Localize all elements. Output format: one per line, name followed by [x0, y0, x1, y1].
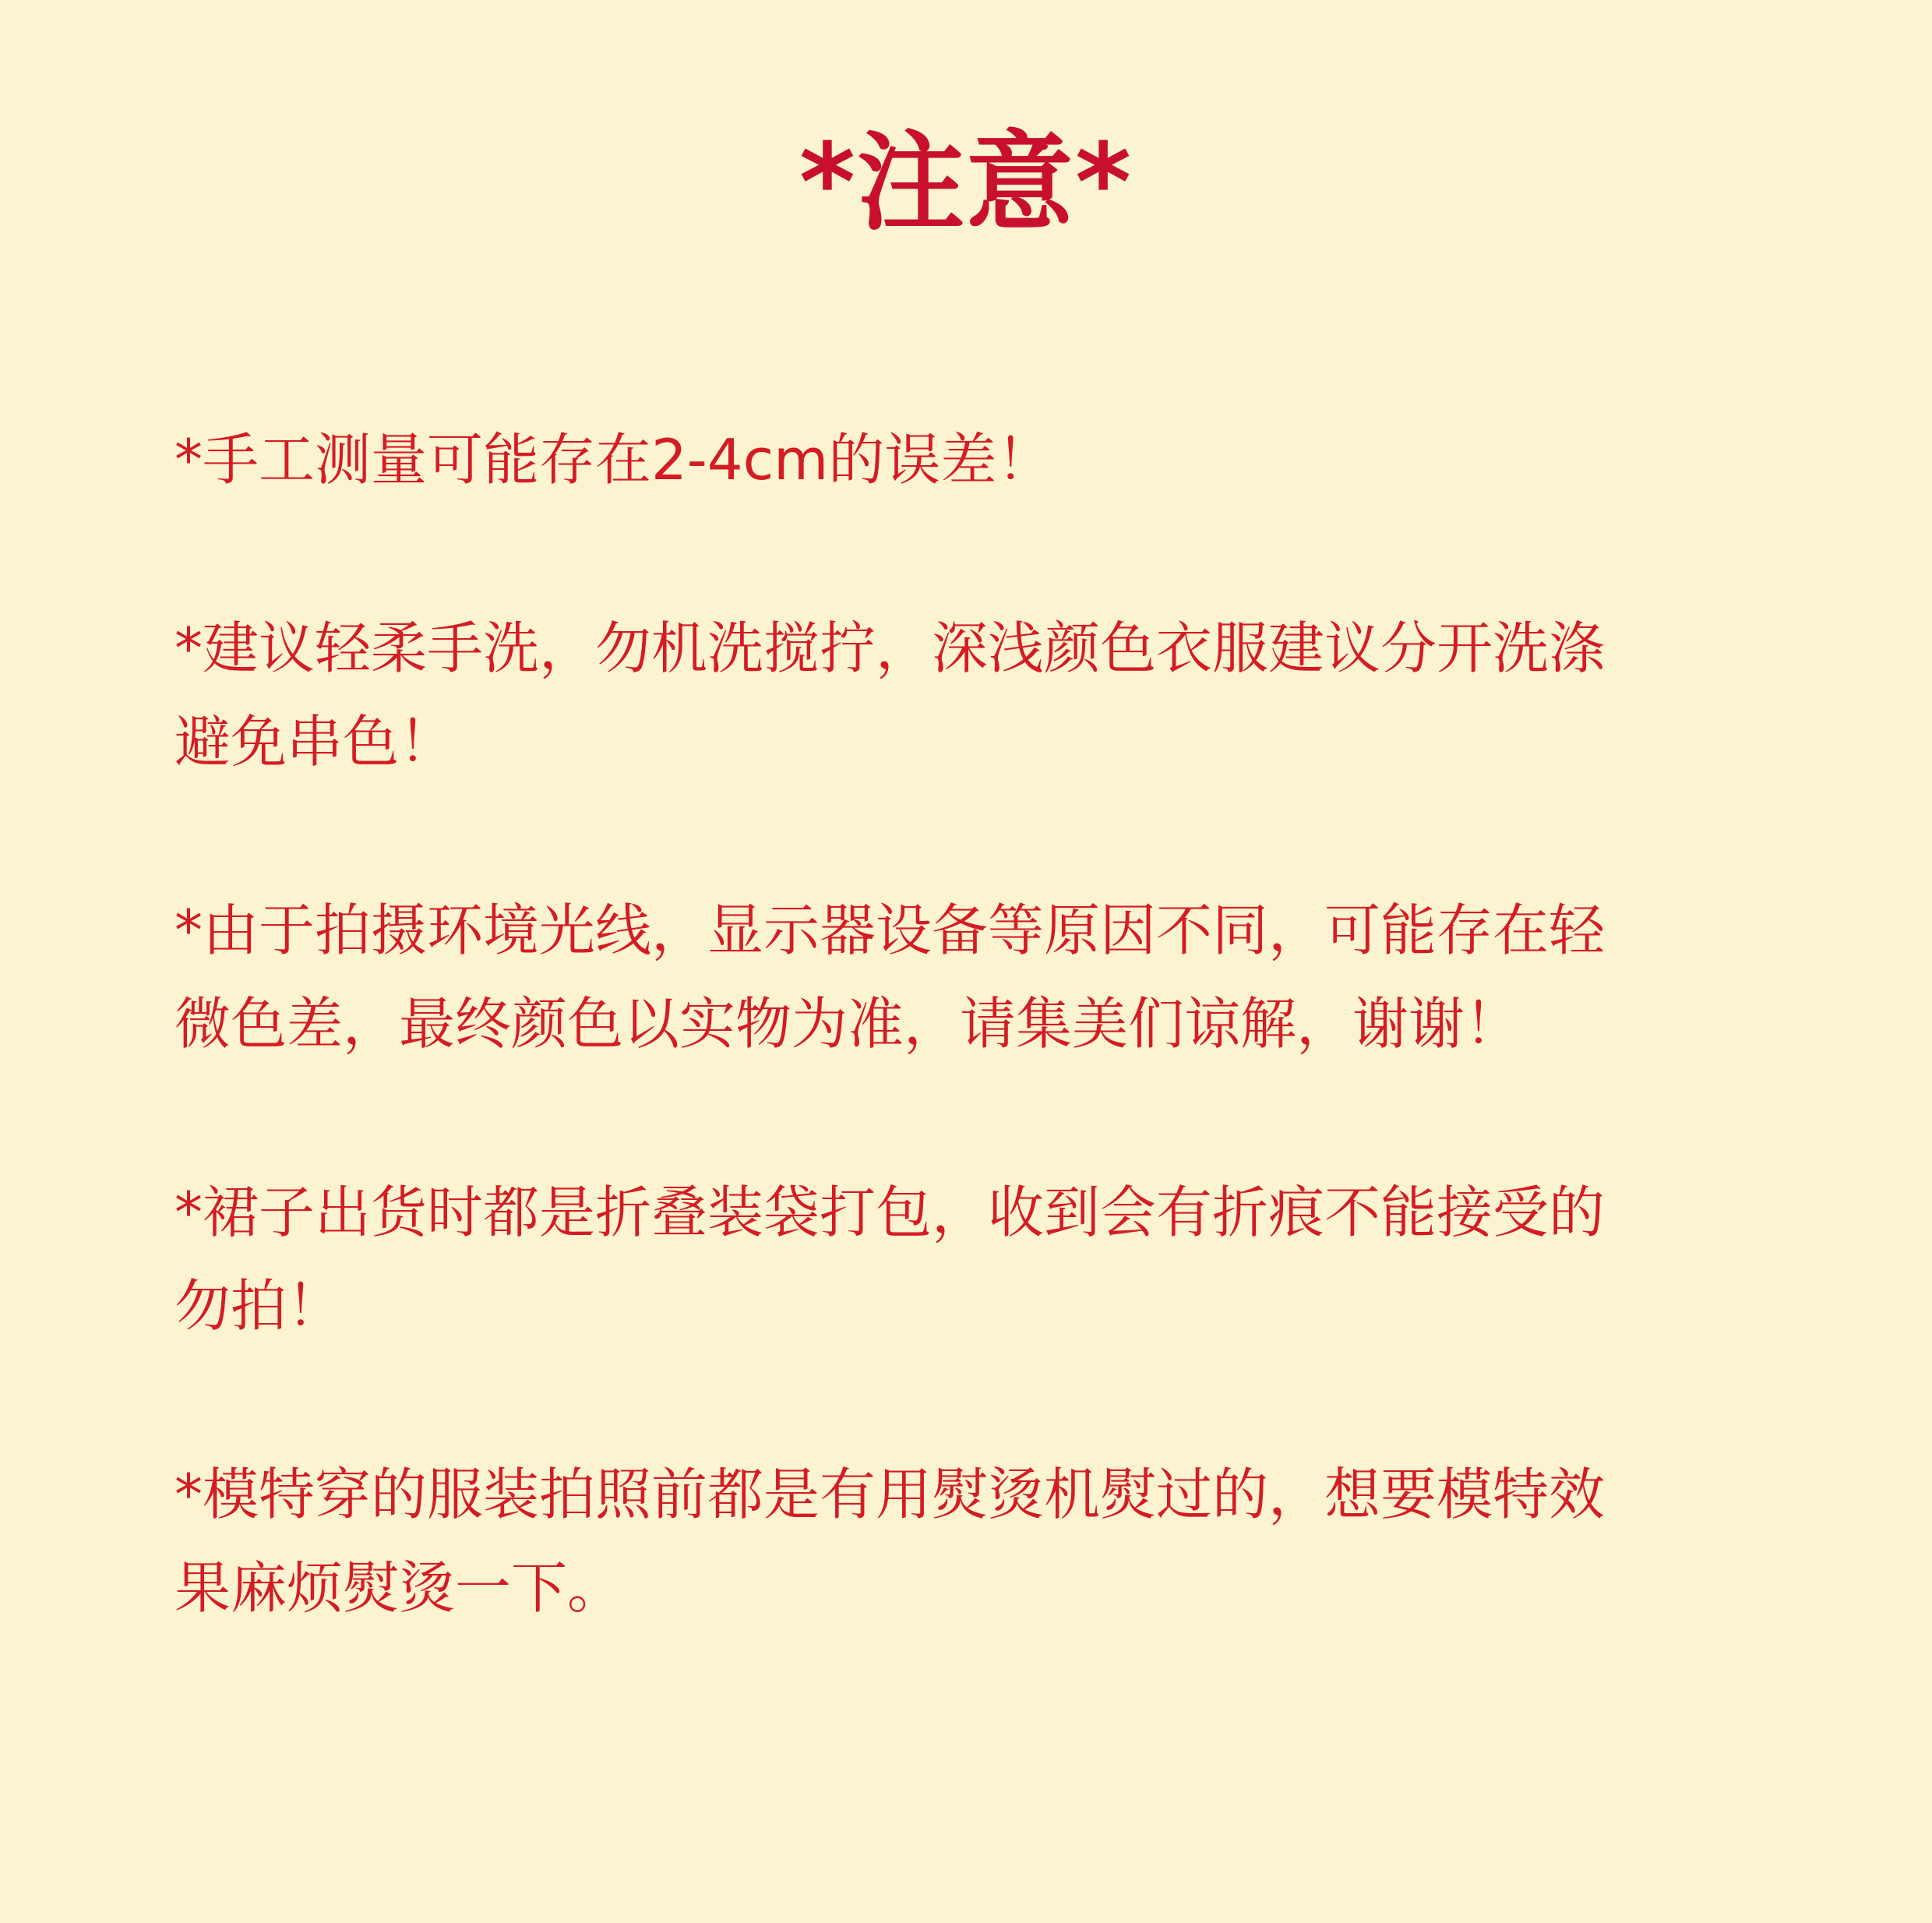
- note-ironing: *模特穿的服装拍照前都是有用熨烫机熨过的，想要模特效 果麻烦熨烫一下。: [175, 1462, 1606, 1621]
- note-washing-advice: *建议轻柔手洗，勿机洗搅拧，深浅颜色衣服建议分开洗涤 避免串色！: [175, 616, 1606, 774]
- note-folding-creases: *裙子出货时都是折叠装袋打包，收到会有折痕不能接受的 勿拍！: [175, 1180, 1606, 1339]
- notes-list: [175, 413, 1779, 1730]
- page-title: *注意*: [799, 120, 1133, 245]
- note-measurement-error: *手工测量可能存在2-4cm的误差！: [175, 427, 1053, 492]
- note-color-difference: *由于拍摄环境光线，显示器设备等原因不同，可能存在轻 微色差，最终颜色以实物为准，请集美们谅解，谢谢！: [175, 898, 1606, 1057]
